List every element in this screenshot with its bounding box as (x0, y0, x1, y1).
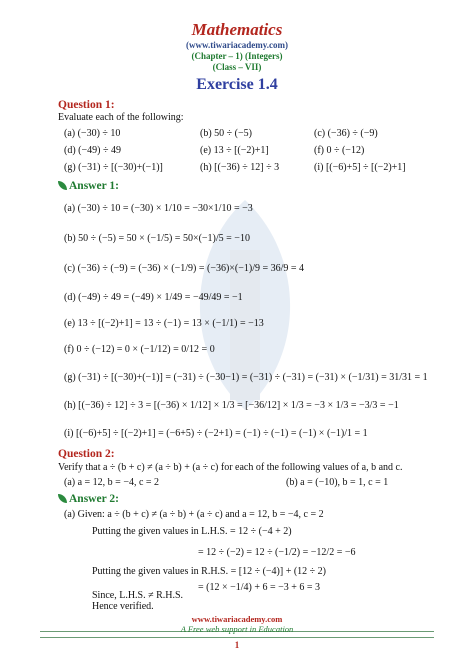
class-label: (Class – VII) (212, 62, 262, 72)
q1-item-f: (f) 0 ÷ (−12) (314, 145, 365, 156)
question-2-prompt: Verify that a ÷ (b + c) ≠ (a ÷ b) + (a ÷ c) for each of the following values of a, b and c. (58, 462, 403, 473)
q1-item-d: (d) (−49) ÷ 49 (64, 145, 121, 156)
a1-line-c: (c) (−36) ÷ (−9) = (−36) × (−1/9) = (−36)×(−1)/9 = 36/9 = 4 (64, 263, 305, 274)
chapter-label: (Chapter – 1) (Integers) (191, 51, 283, 61)
leaf-icon (58, 181, 67, 190)
q1-item-e: (e) 13 ÷ [(−2)+1] (200, 145, 269, 156)
a1-line-a: (a) (−30) ÷ 10 = (−30) × 1/10 = −30×1/10 = −3 (64, 203, 253, 214)
question-1-heading: Question 1: (58, 99, 115, 111)
a2-rhs-step: = (12 × −1/4) + 6 = −3 + 6 = 3 (198, 582, 321, 593)
question-1-prompt: Evaluate each of the following: (58, 112, 184, 123)
answer-2-label: Answer 2: (69, 493, 119, 505)
answer-2-heading (58, 493, 119, 505)
q1-item-c: (c) (−36) ÷ (−9) (314, 128, 378, 139)
a1-line-b: (b) 50 ÷ (−5) = 50 × (−1/5) = 50×(−1)/5 = −10 (64, 233, 250, 244)
a2-verified: Hence verified. (92, 601, 154, 612)
q2-item-a: (a) a = 12, b = −4, c = 2 (64, 477, 160, 488)
a2-lhs-intro: Putting the given values in L.H.S. = 12 ÷ (−4 + 2) (92, 526, 292, 537)
q1-item-a: (a) (−30) ÷ 10 (64, 128, 121, 139)
q2-item-b: (b) a = (−10), b = 1, c = 1 (286, 477, 389, 488)
a2-since: Since, L.H.S. ≠ R.H.S. (92, 590, 184, 601)
question-2-heading: Question 2: (58, 448, 115, 460)
a1-line-i: (i) [(−6)+5] ÷ [(−2)+1] = (−6+5) ÷ (−2+1) = (−1) ÷ (−1) = (−1) × (−1)/1 = 1 (64, 428, 368, 439)
q1-item-g: (g) (−31) ÷ [(−30)+(−1)] (64, 162, 163, 173)
a1-line-e: (e) 13 ÷ [(−2)+1] = 13 ÷ (−1) = 13 × (−1/1) = −13 (64, 318, 264, 329)
a2-given: (a) Given: a ÷ (b + c) ≠ (a ÷ b) + (a ÷ c) and a = 12, b = −4, c = 2 (64, 509, 324, 520)
a2-rhs-intro: Putting the given values in R.H.S. = [12 ÷ (−4)] + (12 ÷ 2) (92, 566, 326, 577)
answer-1-heading (58, 180, 119, 192)
q1-item-i: (i) [(−6)+5] ÷ [(−2)+1] (314, 162, 406, 173)
q1-item-h: (h) [(−36) ÷ 12] ÷ 3 (200, 162, 280, 173)
footer-site-url: www.tiwariacademy.com (191, 614, 283, 624)
exercise-title: Exercise 1.4 (196, 76, 278, 93)
a1-line-f: (f) 0 ÷ (−12) = 0 × (−1/12) = 0/12 = 0 (64, 344, 215, 355)
a2-lhs-step: = 12 ÷ (−2) = 12 ÷ (−1/2) = −12/2 = −6 (198, 547, 356, 558)
a1-line-g: (g) (−31) ÷ [(−30)+(−1)] = (−31) ÷ (−30−1) = (−31) ÷ (−31) = (−31) × (−1/31) = 31/31 = 1 (64, 372, 428, 383)
a1-line-h: (h) [(−36) ÷ 12] ÷ 3 = [(−36) × 1/12] × 1/3 = [−36/12] × 1/3 = −3 × 1/3 = −3/3 = −1 (64, 400, 399, 411)
a1-line-d: (d) (−49) ÷ 49 = (−49) × 1/49 = −49/49 = −1 (64, 292, 243, 303)
leaf-icon (58, 494, 67, 503)
page-number: 1 (234, 640, 240, 650)
site-url: (www.tiwariacademy.com) (186, 40, 288, 50)
footer-tagline: A Free web support in Education (180, 624, 294, 634)
answer-1-label: Answer 1: (69, 180, 119, 192)
footer-divider-2 (40, 637, 434, 638)
q1-item-b: (b) 50 ÷ (−5) (200, 128, 252, 139)
page-title: Mathematics (191, 20, 283, 39)
